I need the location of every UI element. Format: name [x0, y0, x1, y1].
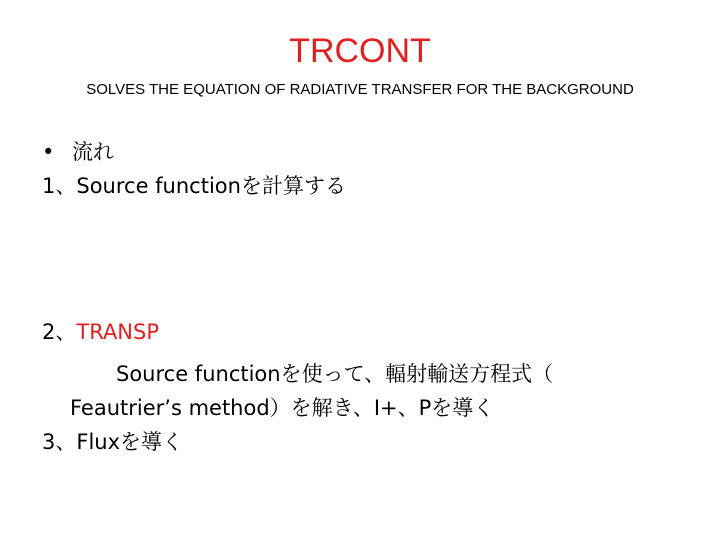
- bullet-line: [42, 138, 114, 166]
- slide-title: TRCONT: [289, 32, 431, 70]
- step-2-description-line-2: Feautrier’s method）を解き、I+、Pを導く: [70, 396, 495, 420]
- step-2: [42, 318, 159, 346]
- step-2-prefix: 2、: [42, 320, 77, 344]
- bullet-icon: •: [42, 140, 55, 164]
- step-2-name: TRANSP: [76, 320, 160, 344]
- slide-subtitle: SOLVES THE EQUATION OF RADIATIVE TRANSFER FOR THE BACKGROUND: [86, 81, 634, 98]
- bullet-text: 流れ: [72, 140, 114, 164]
- step-3: 3、Fluxを導く: [42, 430, 184, 454]
- step-2-description-line-1: Source functionを使って、輻射輸送方程式（: [116, 362, 554, 386]
- step-1: 1、Source functionを計算する: [42, 174, 346, 198]
